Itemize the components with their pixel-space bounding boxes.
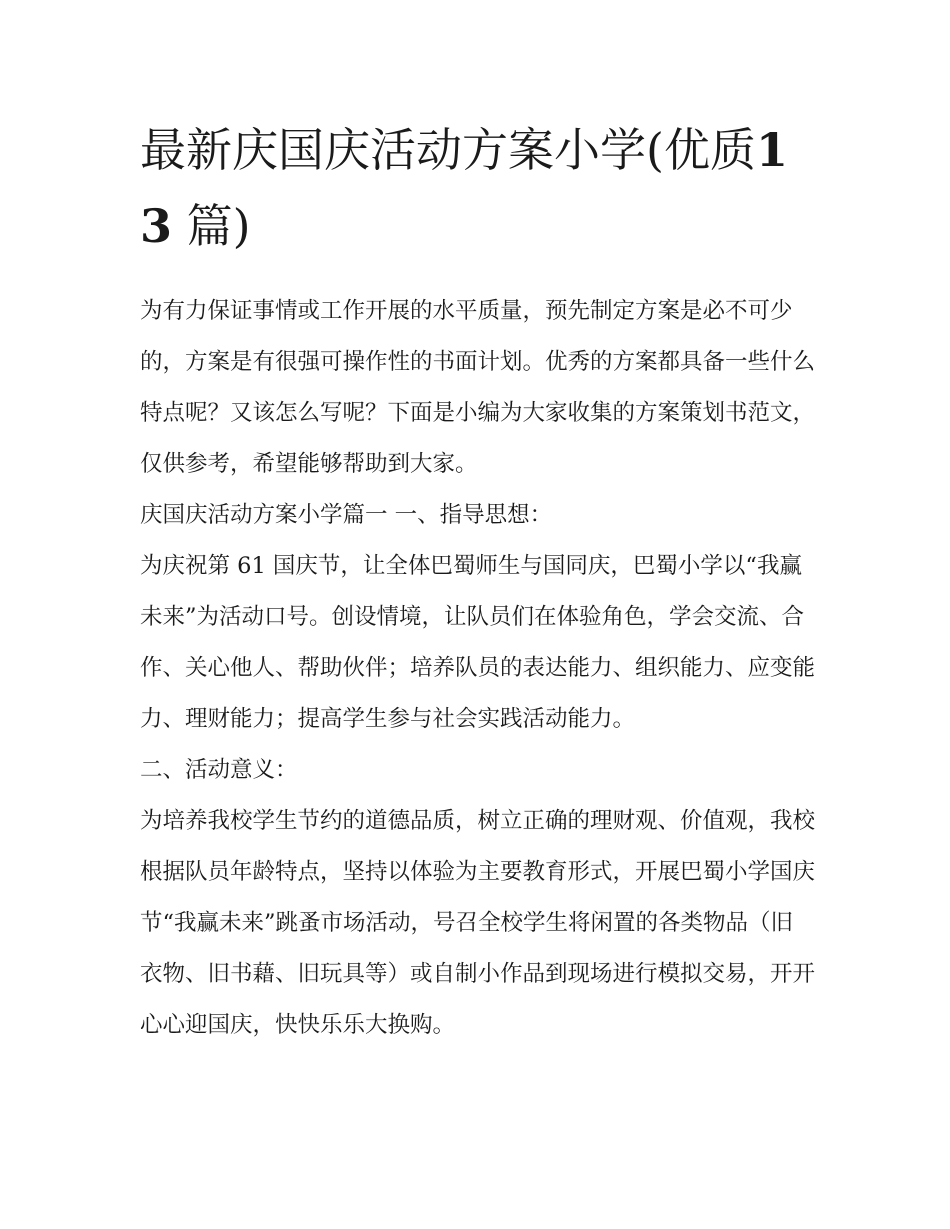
document-page <box>140 112 815 1051</box>
guiding-idea-paragraph: 为庆祝第 61 国庆节，让全体巴蜀师生与国同庆，巴蜀小学以“我赢未来”为活动口号。创设情境，让队员们在体验角色，学会交流、合作、关心他人、帮助伙伴；培养队员的表达能力、组织能力、应变能力、理财能力；提高学生参与社会实践活动能力。 <box>140 553 816 732</box>
section-heading-significance: 二、活动意义： <box>140 757 298 783</box>
title-suffix: 篇) <box>172 199 251 253</box>
title-text: 最新庆国庆活动方案小学(优质 <box>140 123 756 177</box>
title-number: 13 <box>140 123 788 253</box>
intro-paragraph: 为有力保证事情或工作开展的水平质量，预先制定方案是必不可少的，方案是有很强可操作性的书面计划。优秀的方案都具备一些什么特点呢？又该怎么写呢？下面是小编为大家收集的方案策划书范文，仅供参考，希望能够帮助到大家。 <box>140 298 816 477</box>
document-title <box>140 112 815 264</box>
document-body <box>140 286 815 1051</box>
significance-paragraph: 为培养我校学生节约的道德品质，树立正确的理财观、价值观，我校根据队员年龄特点，坚持以体验为主要教育形式，开展巴蜀小学国庆节“我赢未来”跳蚤市场活动，号召全校学生将闲置的各类物品（旧衣物、旧书藉、旧玩具等）或自制小作品到现场进行模拟交易，开开心心迎国庆，快快乐乐大换购。 <box>140 808 816 1038</box>
section-heading-guiding-idea: 庆国庆活动方案小学篇一 一、指导思想： <box>140 502 553 528</box>
